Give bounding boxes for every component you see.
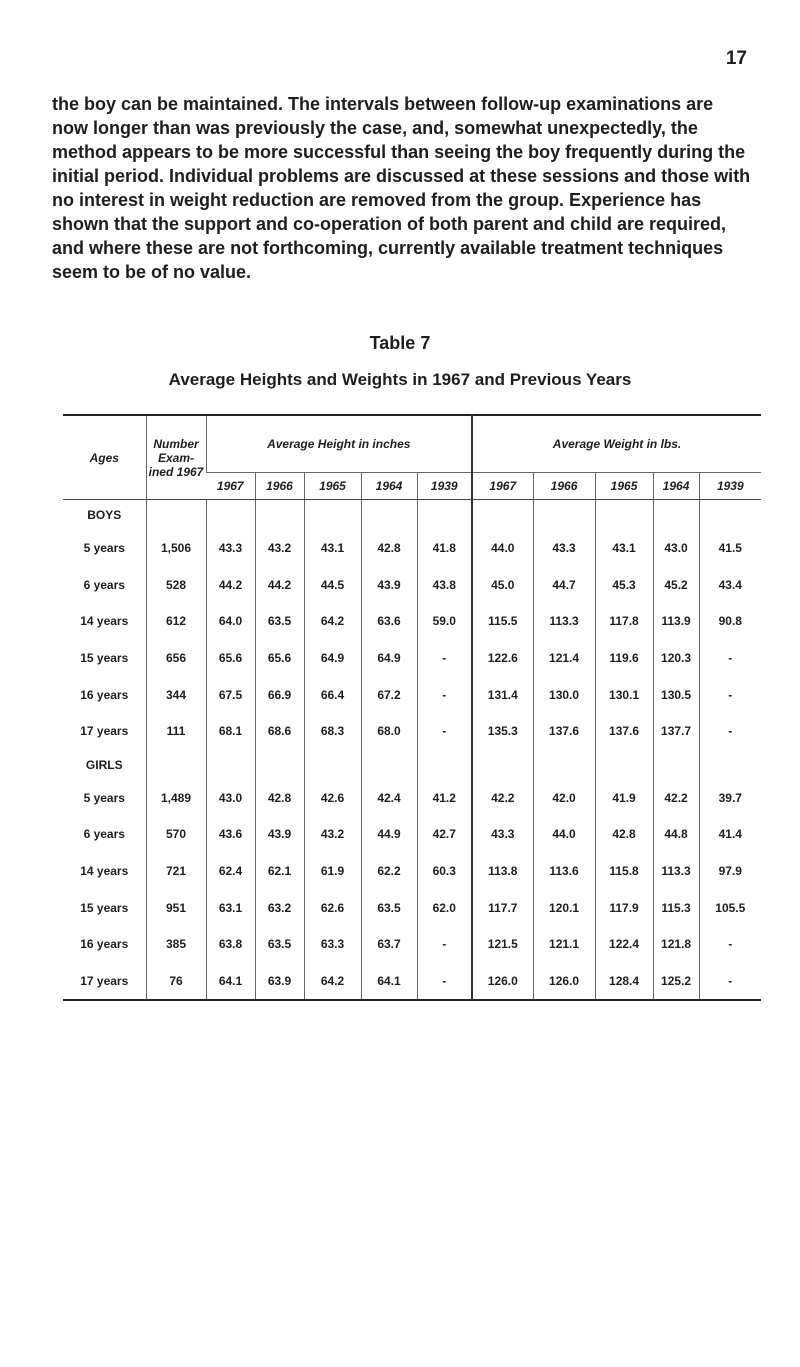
table-title: Average Heights and Weights in 1967 and Previous Years <box>168 370 632 389</box>
weight-cell: 126.0 <box>472 963 533 1001</box>
weight-cell: 121.4 <box>533 640 595 677</box>
number-cell: 612 <box>146 603 206 640</box>
weight-cell: 125.2 <box>653 963 699 1001</box>
height-cell: 64.9 <box>361 640 417 677</box>
height-cell: 44.2 <box>206 567 255 604</box>
section-label: GIRLS <box>85 757 123 772</box>
height-cell: 43.9 <box>255 816 304 853</box>
weight-cell: 119.6 <box>595 640 653 677</box>
weight-cell: 43.4 <box>699 567 761 604</box>
weight-cell: 137.6 <box>595 713 653 750</box>
weight-cell: 43.1 <box>595 530 653 567</box>
height-cell: 68.0 <box>361 713 417 750</box>
weight-cell: - <box>699 676 761 713</box>
height-cell: 42.7 <box>417 816 472 853</box>
weight-cell: 115.3 <box>653 889 699 926</box>
table-label: Table 7 <box>369 333 431 353</box>
table-row <box>63 853 761 890</box>
weight-cell: 97.9 <box>699 853 761 890</box>
table-row <box>63 640 761 677</box>
height-cell: 43.2 <box>255 530 304 567</box>
weight-cell: 41.5 <box>699 530 761 567</box>
height-year-header: 1964 <box>361 473 417 500</box>
weight-cell: 131.4 <box>472 676 533 713</box>
weight-year-header: 1964 <box>653 473 699 500</box>
section-row <box>63 500 761 531</box>
age-cell: 5 years <box>83 790 125 805</box>
number-cell: 111 <box>146 713 206 750</box>
age-cell: 17 years <box>80 724 129 739</box>
weight-cell: 43.0 <box>653 530 699 567</box>
weight-year-header: 1939 <box>699 473 761 500</box>
weight-cell: 43.3 <box>533 530 595 567</box>
height-cell: 43.2 <box>304 816 361 853</box>
number-cell: 570 <box>146 816 206 853</box>
weight-year-header: 1965 <box>595 473 653 500</box>
height-cell: 43.8 <box>417 567 472 604</box>
weight-cell: 41.9 <box>595 780 653 817</box>
height-cell: 63.1 <box>206 889 255 926</box>
age-cell: 6 years <box>83 577 125 592</box>
height-cell: 62.0 <box>417 889 472 926</box>
height-cell: 63.7 <box>361 926 417 963</box>
height-cell: - <box>417 676 472 713</box>
height-year-header: 1965 <box>304 473 361 500</box>
weight-cell: 130.1 <box>595 676 653 713</box>
number-cell: 385 <box>146 926 206 963</box>
weight-cell: 45.2 <box>653 567 699 604</box>
height-cell: 60.3 <box>417 853 472 890</box>
section-row <box>63 750 761 780</box>
height-cell: 44.9 <box>361 816 417 853</box>
height-cell: - <box>417 713 472 750</box>
weight-cell: 135.3 <box>472 713 533 750</box>
age-cell: 6 years <box>83 827 125 842</box>
weight-cell: 41.4 <box>699 816 761 853</box>
height-cell: 63.3 <box>304 926 361 963</box>
table-row <box>63 816 761 853</box>
weight-cell: 105.5 <box>699 889 761 926</box>
weight-year-header: 1967 <box>472 473 533 500</box>
height-cell: 67.5 <box>206 676 255 713</box>
number-cell: 721 <box>146 853 206 890</box>
age-cell: 5 years <box>83 541 125 556</box>
weight-cell: 137.6 <box>533 713 595 750</box>
weight-cell: 115.5 <box>472 603 533 640</box>
weight-cell: 44.0 <box>472 530 533 567</box>
weight-cell: 44.8 <box>653 816 699 853</box>
weight-cell: 42.0 <box>533 780 595 817</box>
page-number: 17 <box>725 48 747 69</box>
weight-cell: - <box>699 713 761 750</box>
table-row <box>63 780 761 817</box>
height-cell: 63.9 <box>255 963 304 1001</box>
weight-cell: 113.6 <box>533 853 595 890</box>
number-cell: 656 <box>146 640 206 677</box>
table-row <box>63 926 761 963</box>
height-cell: 43.3 <box>206 530 255 567</box>
height-cell: 68.3 <box>304 713 361 750</box>
height-cell: 41.8 <box>417 530 472 567</box>
height-year-header: 1967 <box>206 473 255 500</box>
weight-cell: 128.4 <box>595 963 653 1001</box>
height-cell: 42.8 <box>255 780 304 817</box>
height-cell: 64.0 <box>206 603 255 640</box>
weight-cell: 113.8 <box>472 853 533 890</box>
age-cell: 16 years <box>80 937 129 952</box>
height-cell: 62.4 <box>206 853 255 890</box>
height-year-header: 1966 <box>255 473 304 500</box>
weight-cell: 115.8 <box>595 853 653 890</box>
weight-year-header: 1966 <box>533 473 595 500</box>
weight-cell: 121.8 <box>653 926 699 963</box>
height-cell: 65.6 <box>206 640 255 677</box>
body-paragraph: the boy can be maintained. The intervals between follow-up examinations are now longer than was previously the case, and, somewhat unexpectedly, the method appears to be more successful than seeing the boy frequently during the initial period. Individual problems are discussed at these sessions and those with no interest in weight reduction are removed from the group. Experience has shown that the support and co-operation of both parent and child are required, and where these are not forthcoming, currently available treatment techniques seem to be of no value. <box>52 94 751 282</box>
height-cell: 43.9 <box>361 567 417 604</box>
number-cell: 951 <box>146 889 206 926</box>
table-row <box>63 889 761 926</box>
height-cell: 62.1 <box>255 853 304 890</box>
height-cell: 63.5 <box>255 926 304 963</box>
height-cell: 43.1 <box>304 530 361 567</box>
height-cell: 63.2 <box>255 889 304 926</box>
weight-cell: 113.3 <box>653 853 699 890</box>
age-cell: 14 years <box>80 864 129 879</box>
height-cell: 63.6 <box>361 603 417 640</box>
weight-cell: 113.3 <box>533 603 595 640</box>
height-cell: 64.9 <box>304 640 361 677</box>
weight-cell: 44.0 <box>533 816 595 853</box>
number-cell: 344 <box>146 676 206 713</box>
weight-cell: 120.3 <box>653 640 699 677</box>
height-cell: 67.2 <box>361 676 417 713</box>
weight-cell: 45.3 <box>595 567 653 604</box>
weight-cell: 113.9 <box>653 603 699 640</box>
height-cell: 42.4 <box>361 780 417 817</box>
group-header-height: Average Height in inches <box>206 415 472 473</box>
height-cell: 44.2 <box>255 567 304 604</box>
height-cell: 65.6 <box>255 640 304 677</box>
table-row <box>63 567 761 604</box>
weight-cell: 43.3 <box>472 816 533 853</box>
table-row <box>63 676 761 713</box>
weight-cell: 44.7 <box>533 567 595 604</box>
height-cell: 61.9 <box>304 853 361 890</box>
height-cell: 43.6 <box>206 816 255 853</box>
height-cell: 41.2 <box>417 780 472 817</box>
height-cell: 62.6 <box>304 889 361 926</box>
height-cell: 62.2 <box>361 853 417 890</box>
number-cell: 76 <box>146 963 206 1001</box>
weight-cell: 137.7 <box>653 713 699 750</box>
table-row <box>63 530 761 567</box>
height-cell: - <box>417 640 472 677</box>
height-cell: 66.4 <box>304 676 361 713</box>
weight-cell: 130.5 <box>653 676 699 713</box>
weight-cell: 122.4 <box>595 926 653 963</box>
age-cell: 17 years <box>80 973 129 988</box>
age-cell: 16 years <box>80 687 129 702</box>
height-cell: 44.5 <box>304 567 361 604</box>
heights-weights-table <box>63 414 761 1001</box>
height-cell: - <box>417 926 472 963</box>
height-cell: 64.1 <box>361 963 417 1001</box>
height-cell: 68.6 <box>255 713 304 750</box>
table-body <box>63 500 761 1001</box>
weight-cell: 42.2 <box>653 780 699 817</box>
weight-cell: - <box>699 963 761 1001</box>
height-cell: 64.2 <box>304 603 361 640</box>
number-cell: 1,506 <box>146 530 206 567</box>
height-cell: 64.2 <box>304 963 361 1001</box>
weight-cell: - <box>699 926 761 963</box>
section-label: BOYS <box>87 508 122 522</box>
number-cell: 528 <box>146 567 206 604</box>
age-cell: 15 years <box>80 651 129 666</box>
weight-cell: 117.8 <box>595 603 653 640</box>
table-row <box>63 603 761 640</box>
height-cell: 68.1 <box>206 713 255 750</box>
height-cell: 42.6 <box>304 780 361 817</box>
number-cell: 1,489 <box>146 780 206 817</box>
height-cell: 42.8 <box>361 530 417 567</box>
age-cell: 14 years <box>80 614 129 629</box>
weight-cell: 45.0 <box>472 567 533 604</box>
col-header-ages: Ages <box>63 415 146 500</box>
group-header-weight: Average Weight in lbs. <box>472 415 761 473</box>
weight-cell: 117.7 <box>472 889 533 926</box>
weight-cell: 42.8 <box>595 816 653 853</box>
col-header-number-examined: Number Exam-ined 1967 <box>146 415 206 500</box>
age-cell: 15 years <box>80 900 129 915</box>
table-row <box>63 713 761 750</box>
height-cell: 63.8 <box>206 926 255 963</box>
height-cell: 66.9 <box>255 676 304 713</box>
weight-cell: 120.1 <box>533 889 595 926</box>
weight-cell: 130.0 <box>533 676 595 713</box>
height-cell: 63.5 <box>361 889 417 926</box>
height-year-header: 1939 <box>417 473 472 500</box>
height-cell: 64.1 <box>206 963 255 1001</box>
weight-cell: 117.9 <box>595 889 653 926</box>
weight-cell: 39.7 <box>699 780 761 817</box>
height-cell: - <box>417 963 472 1001</box>
height-cell: 43.0 <box>206 780 255 817</box>
weight-cell: 121.1 <box>533 926 595 963</box>
height-cell: 59.0 <box>417 603 472 640</box>
weight-cell: - <box>699 640 761 677</box>
height-cell: 63.5 <box>255 603 304 640</box>
table-row <box>63 963 761 1001</box>
weight-cell: 122.6 <box>472 640 533 677</box>
weight-cell: 90.8 <box>699 603 761 640</box>
weight-cell: 121.5 <box>472 926 533 963</box>
weight-cell: 42.2 <box>472 780 533 817</box>
weight-cell: 126.0 <box>533 963 595 1001</box>
